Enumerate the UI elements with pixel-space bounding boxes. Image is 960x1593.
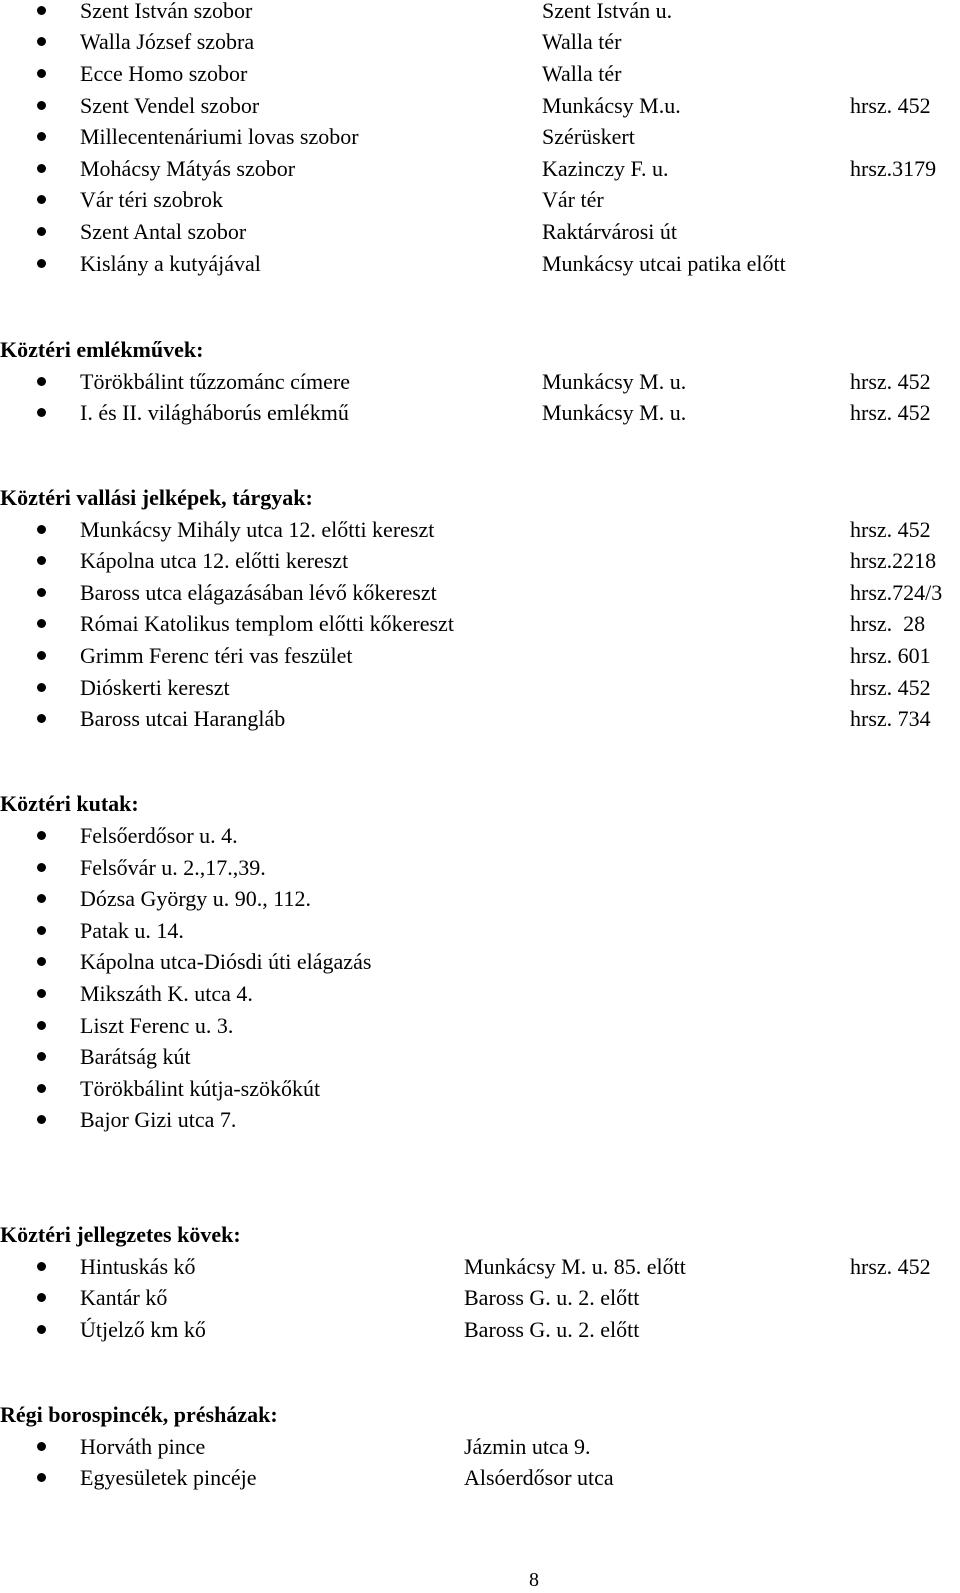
section-heading-stones: Köztéri jellegzetes kövek: (0, 1222, 241, 1247)
bullet-icon (37, 525, 46, 534)
section-heading-religious: Köztéri vallási jelképek, tárgyak: (0, 485, 313, 510)
item-name: Bajor Gizi utca 7. (80, 1107, 237, 1132)
item-location: Munkácsy M. u. (542, 400, 687, 425)
item-name: Szent Vendel szobor (80, 93, 260, 118)
section-heading-wells: Köztéri kutak: (0, 791, 139, 816)
item-name: Walla József szobra (80, 29, 255, 54)
bullet-icon (37, 989, 46, 998)
item-hrsz: hrsz.2218 (850, 548, 937, 573)
item-location: Vár tér (542, 187, 604, 212)
item-hrsz: hrsz.724/3 (850, 580, 943, 605)
item-name: Kápolna utca 12. előtti kereszt (80, 548, 349, 573)
list-item (0, 640, 960, 672)
bullet-icon (37, 101, 46, 110)
page-number: 8 (529, 1569, 539, 1591)
list-item (0, 1073, 960, 1105)
item-name: Patak u. 14. (80, 918, 184, 943)
item-name: Barátság kút (80, 1044, 191, 1069)
bullet-icon (37, 1084, 46, 1093)
item-hrsz: hrsz.3179 (850, 156, 937, 181)
section-heading-memorials: Köztéri emlékművek: (0, 337, 204, 362)
bullet-icon (37, 164, 46, 173)
list-item (0, 545, 960, 577)
item-hrsz: hrsz. 734 (850, 706, 931, 731)
list-item (0, 184, 960, 216)
list-item (0, 0, 960, 27)
item-name: Kislány a kutyájával (80, 251, 261, 276)
list-item (0, 820, 960, 852)
list-item (0, 1251, 960, 1283)
list-item (0, 1462, 960, 1494)
bullet-icon (37, 377, 46, 386)
item-location: Alsóerdősor utca (464, 1465, 614, 1490)
bullet-icon (37, 6, 46, 15)
list-item (0, 852, 960, 884)
item-name: Kantár kő (80, 1285, 168, 1310)
item-hrsz: hrsz. 452 (850, 675, 931, 700)
item-name: Munkácsy Mihály utca 12. előtti kereszt (80, 517, 435, 542)
list-item (0, 26, 960, 58)
list-item (0, 946, 960, 978)
item-location: Walla tér (542, 61, 622, 86)
item-name: Szent István szobor (80, 0, 253, 23)
section-heading-cellars: Régi borospincék, présházak: (0, 1402, 278, 1427)
list-item (0, 1314, 960, 1346)
item-hrsz: hrsz. 452 (850, 517, 931, 542)
list-item (0, 978, 960, 1010)
list-item (0, 883, 960, 915)
list-item (0, 703, 960, 735)
bullet-icon (37, 37, 46, 46)
item-location: Munkácsy M. u. 85. előtt (464, 1254, 686, 1279)
item-location: Jázmin utca 9. (464, 1434, 591, 1459)
bullet-icon (37, 1473, 46, 1482)
list-item (0, 1041, 960, 1073)
bullet-icon (37, 1052, 46, 1061)
bullet-icon (37, 863, 46, 872)
item-name: Hintuskás kő (80, 1254, 196, 1279)
list-item (0, 1282, 960, 1314)
item-location: Kazinczy F. u. (542, 156, 669, 181)
bullet-icon (37, 556, 46, 565)
item-hrsz: hrsz. 452 (850, 1254, 931, 1279)
bullet-icon (37, 1442, 46, 1451)
bullet-icon (37, 831, 46, 840)
bullet-icon (37, 957, 46, 966)
item-name: Szent Antal szobor (80, 219, 247, 244)
item-name: Törökbálint tűzzománc címere (80, 369, 350, 394)
item-name: I. és II. világháborús emlékmű (80, 400, 349, 425)
item-location: Munkácsy M. u. (542, 369, 687, 394)
item-name: Horváth pince (80, 1434, 206, 1459)
bullet-icon (37, 1262, 46, 1271)
item-name: Felsővár u. 2.,17.,39. (80, 855, 266, 880)
bullet-icon (37, 683, 46, 692)
item-name: Liszt Ferenc u. 3. (80, 1013, 234, 1038)
list-item (0, 58, 960, 90)
list-item (0, 577, 960, 609)
bullet-icon (37, 132, 46, 141)
item-location: Baross G. u. 2. előtt (464, 1317, 640, 1342)
list-item (0, 397, 960, 429)
item-name: Felsőerdősor u. 4. (80, 823, 238, 848)
item-name: Mohácsy Mátyás szobor (80, 156, 296, 181)
bullet-icon (37, 408, 46, 417)
list-item (0, 216, 960, 248)
list-item (0, 90, 960, 122)
list-item (0, 514, 960, 546)
item-location: Raktárvárosi út (542, 219, 678, 244)
bullet-icon (37, 1115, 46, 1124)
item-location: Szent István u. (542, 0, 673, 23)
item-name: Millecentenáriumi lovas szobor (80, 124, 359, 149)
bullet-icon (37, 259, 46, 268)
item-hrsz: hrsz. 601 (850, 643, 931, 668)
bullet-icon (37, 1293, 46, 1302)
item-name: Ecce Homo szobor (80, 61, 248, 86)
item-name: Törökbálint kútja-szökőkút (80, 1076, 321, 1101)
bullet-icon (37, 227, 46, 236)
item-name: Egyesületek pincéje (80, 1465, 257, 1490)
item-name: Baross utca elágazásában lévő kőkereszt (80, 580, 437, 605)
list-item (0, 153, 960, 185)
item-name: Római Katolikus templom előtti kőkereszt (80, 611, 454, 636)
list-item (0, 1104, 960, 1136)
bullet-icon (37, 195, 46, 204)
item-name: Dióskerti kereszt (80, 675, 230, 700)
bullet-icon (37, 619, 46, 628)
item-name: Vár téri szobrok (80, 187, 223, 212)
bullet-icon (37, 926, 46, 935)
bullet-icon (37, 69, 46, 78)
item-name: Kápolna utca-Diósdi úti elágazás (80, 949, 372, 974)
list-item (0, 915, 960, 947)
bullet-icon (37, 651, 46, 660)
list-item (0, 121, 960, 153)
list-item (0, 672, 960, 704)
item-location: Baross G. u. 2. előtt (464, 1285, 640, 1310)
bullet-icon (37, 1021, 46, 1030)
bullet-icon (37, 1325, 46, 1334)
item-name: Grimm Ferenc téri vas feszület (80, 643, 353, 668)
item-name: Baross utcai Harangláb (80, 706, 286, 731)
item-location: Szérüskert (542, 124, 635, 149)
bullet-icon (37, 588, 46, 597)
item-hrsz: hrsz. 452 (850, 369, 931, 394)
item-hrsz: hrsz. 452 (850, 93, 931, 118)
bullet-icon (37, 714, 46, 723)
list-item (0, 366, 960, 398)
item-hrsz: hrsz. 28 (850, 611, 926, 636)
list-item (0, 248, 960, 280)
list-item (0, 608, 960, 640)
list-item (0, 1010, 960, 1042)
item-name: Útjelző km kő (80, 1317, 206, 1342)
list-item (0, 1431, 960, 1463)
bullet-icon (37, 894, 46, 903)
item-location: Munkácsy M.u. (542, 93, 681, 118)
item-name: Dózsa György u. 90., 112. (80, 886, 311, 911)
item-name: Mikszáth K. utca 4. (80, 981, 253, 1006)
item-location: Walla tér (542, 29, 622, 54)
item-location: Munkácsy utcai patika előtt (542, 251, 786, 276)
item-hrsz: hrsz. 452 (850, 400, 931, 425)
